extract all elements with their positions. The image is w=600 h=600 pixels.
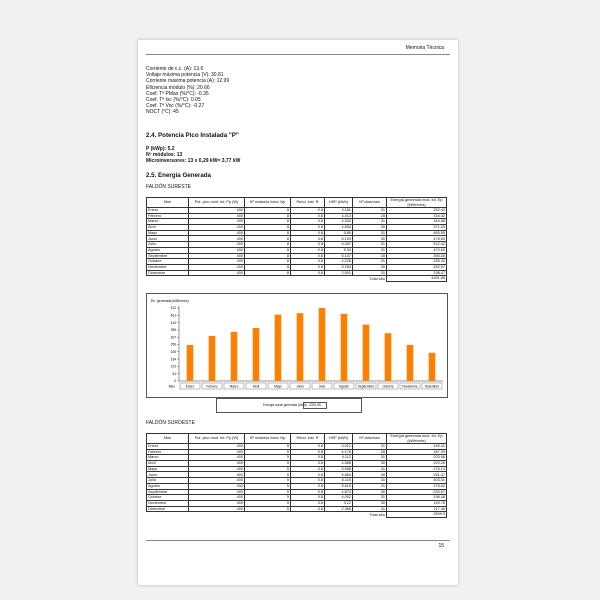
table-cell: 0.8 xyxy=(291,259,325,265)
table-cell: 0.8 xyxy=(291,253,325,259)
table-cell: 149.76 xyxy=(387,500,447,506)
table-cell: 3.012 xyxy=(325,444,353,450)
table-cell: 0.8 xyxy=(291,270,325,276)
column-header: HSP (kWh) xyxy=(325,198,353,208)
table-cell: 30 xyxy=(353,472,387,478)
table-cell: 5 xyxy=(245,500,291,506)
table-cell: 28 xyxy=(353,213,387,219)
table-cell: 400 xyxy=(189,472,245,478)
table-cell: 8 xyxy=(245,242,291,248)
table-cell: 0.8 xyxy=(291,449,325,455)
table-cell: 400 xyxy=(189,225,245,231)
total-row xyxy=(147,276,447,282)
section-heading-energy: 2.5. Energía Generada xyxy=(146,172,211,179)
table-cell: 30 xyxy=(353,225,387,231)
x-tick-label: Febrero xyxy=(206,384,218,389)
x-axis-label: Mes xyxy=(168,384,175,389)
column-header: Energía generada mod. fot. Ep (kWh/mes) xyxy=(387,198,447,208)
x-tick-label: Junio xyxy=(296,384,304,389)
y-tick-label: 359 xyxy=(170,328,176,333)
table-cell: 5.147 xyxy=(325,253,353,259)
column-header: Rend. inst. R xyxy=(291,198,325,208)
table-cell: 5.615 xyxy=(325,483,353,489)
table-cell: 30 xyxy=(353,489,387,495)
table-cell: Septiembre xyxy=(147,253,189,259)
bar-noviembre xyxy=(407,345,414,381)
table-cell: 252.42 xyxy=(387,208,447,214)
table-cell: 198.48 xyxy=(387,495,447,501)
table-cell: 5 xyxy=(245,483,291,489)
table-cell: 8 xyxy=(245,225,291,231)
x-tick-label: Octubre xyxy=(382,384,394,389)
table-cell: 0.8 xyxy=(291,444,325,450)
total-label: Total año xyxy=(369,512,385,517)
table-cell: Enero xyxy=(147,444,189,450)
x-tick-label: Mayo xyxy=(274,384,282,389)
table-cell: 31 xyxy=(353,270,387,276)
table-cell: Abril xyxy=(147,225,189,231)
table-cell: 316.32 xyxy=(387,213,447,219)
table-cell: 371.25 xyxy=(387,225,447,231)
table-cell: 5.568 xyxy=(325,466,353,472)
table-cell: 0.8 xyxy=(291,495,325,501)
table-cell: Diciembre xyxy=(147,506,189,512)
x-tick-label: Julio xyxy=(318,384,326,389)
table-cell: 28 xyxy=(353,449,387,455)
table-cell: 0.8 xyxy=(291,478,325,484)
table-cell: 4.342 xyxy=(325,219,353,225)
table-cell: 4.002 xyxy=(325,495,353,501)
table-cell: 30 xyxy=(353,253,387,259)
bar-diciembre xyxy=(429,353,436,381)
page-number: 15 xyxy=(438,543,444,549)
table-cell: 31 xyxy=(353,230,387,236)
table-cell: 31 xyxy=(353,478,387,484)
table-cell: 400 xyxy=(189,466,245,472)
table-cell: 400 xyxy=(189,461,245,467)
header-rule xyxy=(146,54,450,55)
total-value: 2599.9 xyxy=(387,512,447,518)
table-cell: 30 xyxy=(353,236,387,242)
spec-line: Coef. Tª PMax (%/°C): -0.35 xyxy=(146,90,209,97)
table-cell: 31 xyxy=(353,495,387,501)
table-cell: 8 xyxy=(245,247,291,253)
table-cell: 4.588 xyxy=(325,461,353,467)
table-cell: 400 xyxy=(189,208,245,214)
table-cell: 5 xyxy=(245,455,291,461)
table-cell: 31 xyxy=(353,259,387,265)
bar-abril xyxy=(253,328,260,381)
table-cell: 0.8 xyxy=(291,225,325,231)
spec-line: Corriente máxima potencia (A): 12.99 xyxy=(146,78,230,85)
table-cell: 30 xyxy=(353,264,387,270)
energy-chart xyxy=(146,293,448,398)
column-header: Mes xyxy=(147,434,189,444)
column-header: HSP (kWh) xyxy=(325,434,353,444)
table-cell: 475.63 xyxy=(387,236,447,242)
table-cell: 400 xyxy=(189,270,245,276)
bar-enero xyxy=(187,345,194,381)
table-cell: 8 xyxy=(245,270,291,276)
table-header-row xyxy=(147,198,447,208)
table-cell: 335.32 xyxy=(387,259,447,265)
module-specs xyxy=(146,66,229,116)
table-cell: 400 xyxy=(189,253,245,259)
table-cell: 2.368 xyxy=(325,506,353,512)
table-cell: Julio xyxy=(147,242,189,248)
table-cell: 8 xyxy=(245,259,291,265)
table-cell: 5.93 xyxy=(325,247,353,253)
table-cell: 8 xyxy=(245,219,291,225)
y-tick-label: 256 xyxy=(170,342,176,347)
table-cell: 0.8 xyxy=(291,242,325,248)
table-cell: 8 xyxy=(245,230,291,236)
document-page xyxy=(138,40,458,585)
column-header: Nº días/mes xyxy=(353,198,387,208)
table-cell: 31 xyxy=(353,208,387,214)
table-cell: 4.413 xyxy=(325,213,353,219)
y-tick-label: 205 xyxy=(170,350,176,354)
table-cell: 4.874 xyxy=(325,489,353,495)
section-heading-peak-power: 2.4. Potencia Pico Instalada "P" xyxy=(146,132,239,139)
peak-power-line: P (kWp): 5.2 xyxy=(146,146,175,152)
table-cell: 31 xyxy=(353,444,387,450)
table-cell: Septiembre xyxy=(147,489,189,495)
table-cell: 252.97 xyxy=(387,264,447,270)
column-header: Mes xyxy=(147,198,189,208)
table-cell: 5 xyxy=(245,495,291,501)
table-cell: 0.8 xyxy=(291,472,325,478)
table-cell: 8 xyxy=(245,213,291,219)
table-cell: 400 xyxy=(189,219,245,225)
table-cell: Mayo xyxy=(147,230,189,236)
table-cell: 3.294 xyxy=(325,264,353,270)
table-cell: 344.58 xyxy=(387,219,447,225)
table-cell: 5 xyxy=(245,449,291,455)
table-cell: 5 xyxy=(245,461,291,467)
table-cell: 400 xyxy=(189,449,245,455)
table-cell: Marzo xyxy=(147,219,189,225)
header-title: Memoria Técnica xyxy=(405,45,444,51)
y-tick-label: 102 xyxy=(170,364,176,369)
x-tick-label: Abril xyxy=(252,384,260,389)
table-cell: 5.85 xyxy=(325,230,353,236)
table-cell: 8 xyxy=(245,264,291,270)
table-cell: 4.112 xyxy=(325,455,353,461)
x-tick-label: Diciembre xyxy=(424,384,440,389)
table-cell: Junio xyxy=(147,472,189,478)
table-cell: 400 xyxy=(189,444,245,450)
bar-mayo xyxy=(275,315,282,381)
table-cell: 512.42 xyxy=(387,242,447,248)
table-cell: 5.864 xyxy=(325,472,353,478)
y-tick-label: 410 xyxy=(170,320,176,325)
table-cell: 0.8 xyxy=(291,230,325,236)
table-cell: 0.8 xyxy=(291,213,325,219)
table-cell: 6.193 xyxy=(325,236,353,242)
bar-agosto xyxy=(341,314,348,381)
table-cell: 4.176 xyxy=(325,449,353,455)
table-cell: 5 xyxy=(245,506,291,512)
table-cell: Octubre xyxy=(147,259,189,265)
table-cell: 470.63 xyxy=(387,247,447,253)
x-tick-label: Enero xyxy=(185,384,195,389)
table-cell: 465.55 xyxy=(387,230,447,236)
table-cell: 400 xyxy=(189,483,245,489)
annual-energy-label: Energía anual generada (kWh): xyxy=(263,403,308,407)
spec-line: Coef. Tª Voc (%/°C): -0.27 xyxy=(146,103,205,110)
table-cell: 3.181 xyxy=(325,208,353,214)
table-cell: 5 xyxy=(245,478,291,484)
table-cell: 0.8 xyxy=(291,489,325,495)
table-cell: 395.28 xyxy=(387,253,447,259)
table-cell: Marzo xyxy=(147,455,189,461)
table-cell: 400 xyxy=(189,247,245,253)
total-label: Total año xyxy=(369,276,385,281)
module-count-line: Nº módulos: 13 xyxy=(146,152,183,158)
table-cell: 303.31 xyxy=(387,478,447,484)
table-cell: 2.501 xyxy=(325,270,353,276)
table-cell: 5 xyxy=(245,444,291,450)
table-cell: 400 xyxy=(189,506,245,512)
annual-energy-box xyxy=(216,398,362,413)
peak-power-block xyxy=(146,146,240,164)
table-cell: 400 xyxy=(189,236,245,242)
spec-line: Coef. Tª Isc (%/°C): 0.05 xyxy=(146,97,201,104)
table-cell: 6.115 xyxy=(325,478,353,484)
table-cell: 187.09 xyxy=(387,449,447,455)
column-header: Pot. pico mód. fot. Pp (W) xyxy=(189,198,245,208)
table-cell: 149.41 xyxy=(387,444,447,450)
column-header: Nº módulos fotov. Np xyxy=(245,434,291,444)
table-cell: 4.834 xyxy=(325,225,353,231)
table-cell: 400 xyxy=(189,242,245,248)
y-tick-label: 307 xyxy=(170,335,176,340)
table-cell: 0.8 xyxy=(291,483,325,489)
x-tick-label: Agosto xyxy=(339,384,349,389)
spec-line: Eficiencia módulo (%): 20.66 xyxy=(146,84,210,91)
suroeste-table xyxy=(146,433,447,518)
table-cell: 8 xyxy=(245,236,291,242)
table-cell: 281.47 xyxy=(387,472,447,478)
sureste-table xyxy=(146,197,447,282)
bar-octubre xyxy=(385,333,392,381)
table-cell: Diciembre xyxy=(147,270,189,276)
table-cell: 220.26 xyxy=(387,461,447,467)
table-cell: 203.96 xyxy=(387,455,447,461)
table-cell: 31 xyxy=(353,242,387,248)
y-tick-label: 0 xyxy=(174,379,176,384)
table-cell: Febrero xyxy=(147,449,189,455)
table-cell: 0.8 xyxy=(291,236,325,242)
table-cell: Noviembre xyxy=(147,264,189,270)
bar-junio xyxy=(297,313,304,381)
table-cell: 400 xyxy=(189,489,245,495)
spec-line: NOCT (°C): 45 xyxy=(146,109,179,116)
sureste-title: FALDÓN SURESTE xyxy=(146,184,192,190)
column-header: Nº módulos fotov. Np xyxy=(245,198,291,208)
table-cell: Febrero xyxy=(147,213,189,219)
table-cell: 3.12 xyxy=(325,500,353,506)
table-cell: 400 xyxy=(189,495,245,501)
table-cell: 400 xyxy=(189,230,245,236)
table-cell: Octubre xyxy=(147,495,189,501)
table-cell: 0.8 xyxy=(291,219,325,225)
total-value: 4391.85 xyxy=(387,276,447,282)
y-tick-label: 154 xyxy=(170,357,176,362)
table-cell: 0.8 xyxy=(291,455,325,461)
column-header: Rend. inst. R xyxy=(291,434,325,444)
table-cell: 278.52 xyxy=(387,483,447,489)
table-cell: 400 xyxy=(189,500,245,506)
table-cell: 400 xyxy=(189,264,245,270)
total-row xyxy=(147,512,447,518)
table-cell: 400 xyxy=(189,478,245,484)
table-cell: 0.8 xyxy=(291,466,325,472)
y-tick-label: 51 xyxy=(172,371,176,376)
bar-septiembre xyxy=(363,325,370,381)
column-header: Energía generada mod. fot. Ep (kWh/mes) xyxy=(387,434,447,444)
table-cell: 30 xyxy=(353,461,387,467)
spec-line: Corriente de c.c. (A): 13.6 xyxy=(146,66,204,72)
table-cell: Julio xyxy=(147,478,189,484)
y-tick-label: 512 xyxy=(170,306,176,311)
table-cell: 0.8 xyxy=(291,500,325,506)
table-cell: 0.8 xyxy=(291,461,325,467)
annual-energy-value: 4391.85 xyxy=(303,402,327,409)
microinverter-line: Microinversores: 13 x 0,29 kW= 3,77 kW xyxy=(146,158,241,164)
bar-febrero xyxy=(209,336,216,381)
table-cell: Noviembre xyxy=(147,500,189,506)
table-cell: 5 xyxy=(245,472,291,478)
energy-bar-chart xyxy=(147,294,447,397)
table-cell: 31 xyxy=(353,466,387,472)
table-cell: 117.46 xyxy=(387,506,447,512)
table-cell: 0.8 xyxy=(291,264,325,270)
x-tick-label: Noviembre xyxy=(402,384,418,389)
table-cell: 0.8 xyxy=(291,506,325,512)
table-cell: 233.97 xyxy=(387,489,447,495)
table-cell: Abril xyxy=(147,461,189,467)
table-cell: 5 xyxy=(245,466,291,472)
bar-marzo xyxy=(231,332,238,381)
table-cell: 31 xyxy=(353,247,387,253)
column-header: Pot. pico mód. fot. Pp (W) xyxy=(189,434,245,444)
table-cell: 0.8 xyxy=(291,247,325,253)
table-cell: Agosto xyxy=(147,483,189,489)
table-cell: 8 xyxy=(245,253,291,259)
table-cell: 276.14 xyxy=(387,466,447,472)
table-cell: 5 xyxy=(245,489,291,495)
footer-rule xyxy=(146,540,450,541)
y-tick-label: 461 xyxy=(170,313,176,318)
table-cell: 31 xyxy=(353,455,387,461)
table-cell: 31 xyxy=(353,483,387,489)
column-header: Nº días/mes xyxy=(353,434,387,444)
table-cell: 0.8 xyxy=(291,208,325,214)
table-cell: 400 xyxy=(189,259,245,265)
table-cell: 198.47 xyxy=(387,270,447,276)
suroeste-title: FALDÓN SUROESTE xyxy=(146,420,195,426)
table-cell: 8 xyxy=(245,208,291,214)
table-cell: Agosto xyxy=(147,247,189,253)
table-cell: Junio xyxy=(147,236,189,242)
table-header-row xyxy=(147,434,447,444)
table-cell: 30 xyxy=(353,500,387,506)
table-cell: 6.457 xyxy=(325,242,353,248)
table-cell: 400 xyxy=(189,213,245,219)
table-cell: 31 xyxy=(353,219,387,225)
table-cell: Enero xyxy=(147,208,189,214)
table-cell: 400 xyxy=(189,455,245,461)
table-cell: 31 xyxy=(353,506,387,512)
x-tick-label: Septiembre xyxy=(357,384,375,389)
spec-line: Voltaje máxima potencia (V): 30.81 xyxy=(146,72,224,79)
table-cell: Mayo xyxy=(147,466,189,472)
y-axis-label: En. generada (kWh/mes) xyxy=(151,299,189,303)
bar-julio xyxy=(319,308,326,381)
table-cell: 4.226 xyxy=(325,259,353,265)
x-tick-label: Marzo xyxy=(229,384,239,389)
